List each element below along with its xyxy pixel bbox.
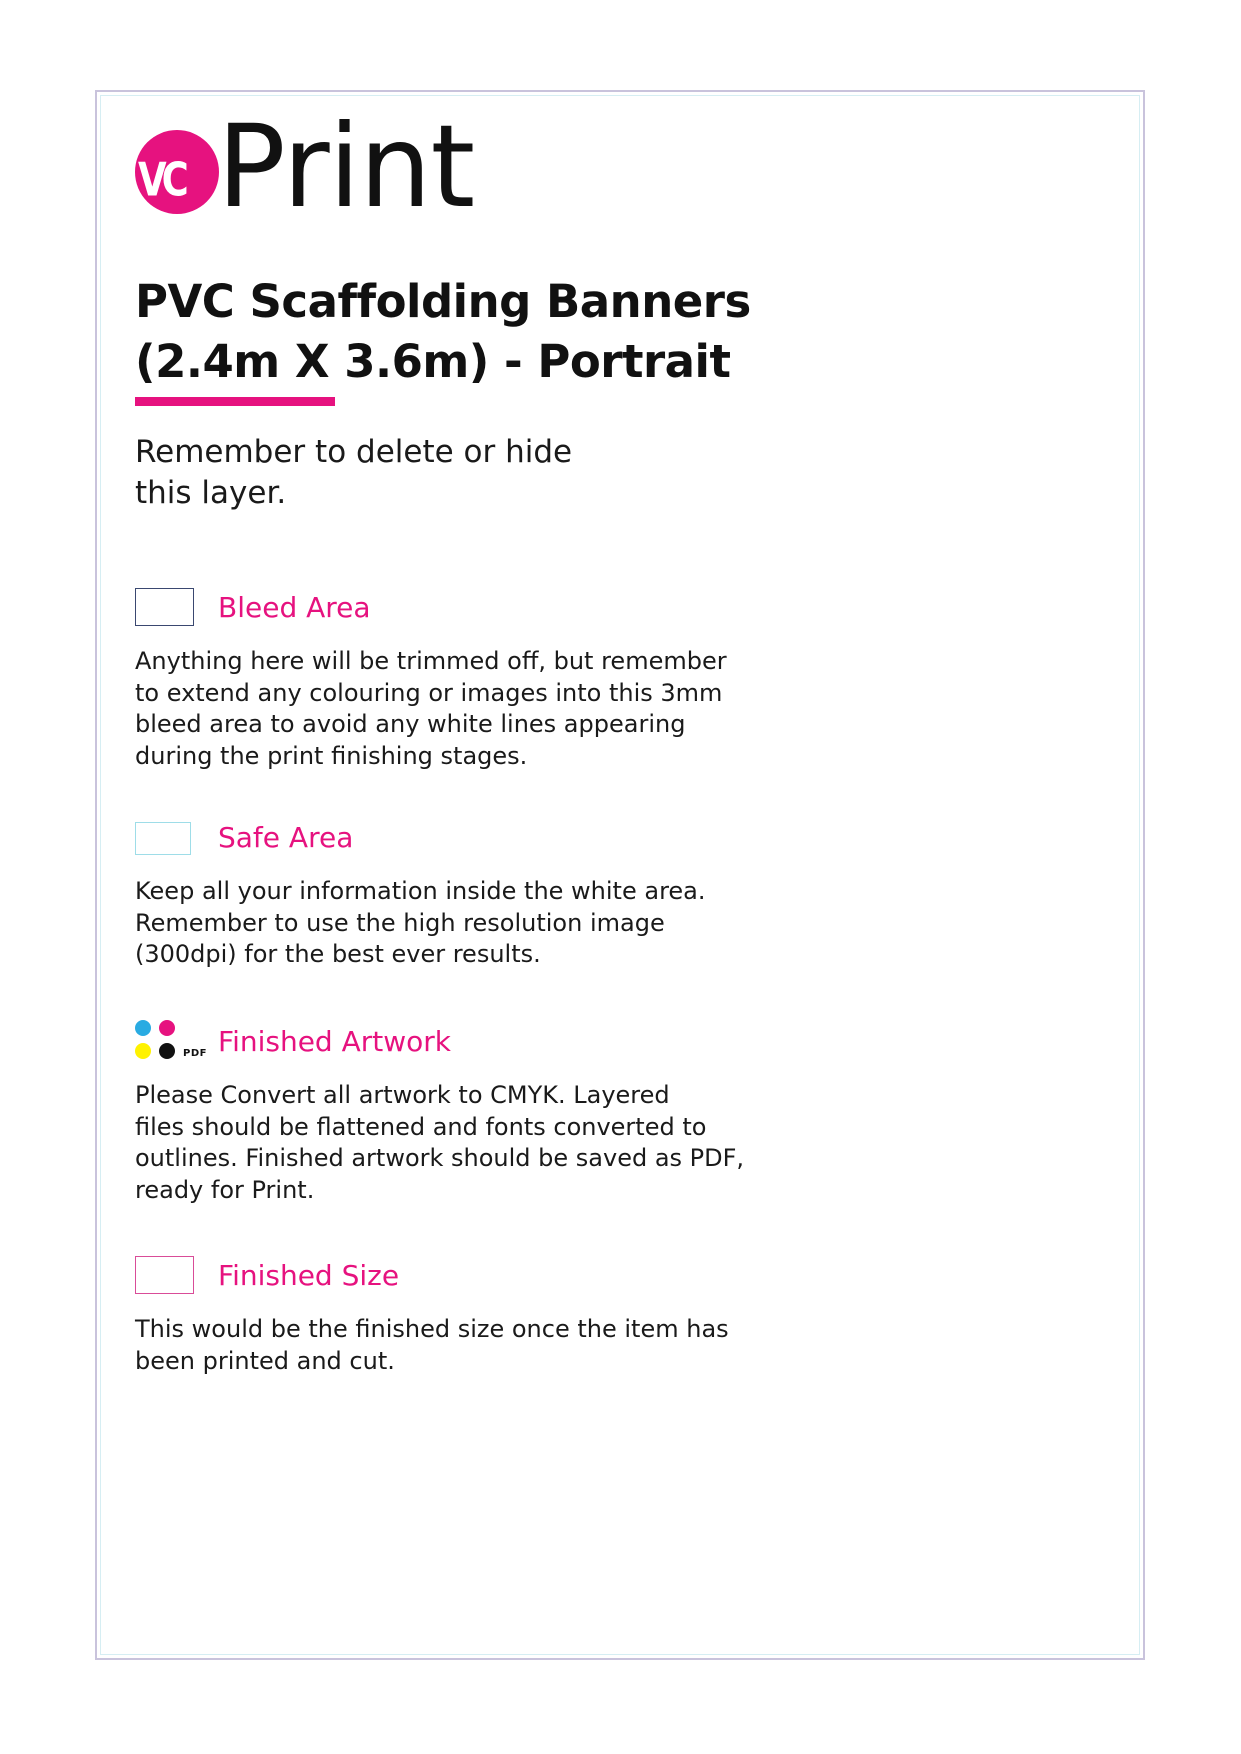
safe-area-line: Remember to use the high resolution image <box>135 908 665 937</box>
cyan-dot-icon <box>135 1020 151 1036</box>
safe-area-swatch-icon <box>135 822 191 855</box>
reminder-line-2: this layer. <box>135 475 287 511</box>
finished-artwork-heading: Finished Artwork <box>218 1025 452 1058</box>
safe-area-line: (300dpi) for the best ever results. <box>135 940 541 968</box>
safe-area-description <box>135 876 815 971</box>
finished-size-heading: Finished Size <box>218 1259 400 1292</box>
page-title-line-1: PVC Scaffolding Banners <box>135 275 751 328</box>
cmyk-pdf-icon <box>135 1020 207 1060</box>
finished-artwork-line: outlines. Finished artwork should be saved as PDF, <box>135 1144 745 1172</box>
bleed-area-swatch-icon <box>135 588 194 626</box>
safe-area-heading: Safe Area <box>218 821 354 854</box>
bleed-area-line: during the print finishing stages. <box>135 741 528 770</box>
layer-reminder <box>135 432 835 514</box>
finished-artwork-description <box>135 1080 815 1206</box>
logo-wordmark: Print <box>217 100 475 233</box>
page-title <box>135 272 1035 392</box>
yellow-dot-icon <box>135 1043 151 1059</box>
vcprint-logo <box>135 100 495 233</box>
safe-area-line: Keep all your information inside the white area. <box>135 877 706 905</box>
bleed-area-description <box>135 646 815 772</box>
finished-artwork-line: ready for Print. <box>135 1175 315 1204</box>
logo-badge-text: VC <box>138 153 184 207</box>
finished-size-description <box>135 1314 815 1377</box>
finished-artwork-line: Please Convert all artwork to CMYK. Layered <box>135 1081 670 1109</box>
pdf-label: PDF <box>183 1048 207 1059</box>
black-dot-icon <box>159 1043 175 1059</box>
reminder-line-1: Remember to delete or hide <box>135 434 573 470</box>
bleed-area-line: Anything here will be trimmed off, but remember <box>135 647 727 675</box>
magenta-dot-icon <box>159 1020 175 1036</box>
bleed-area-heading: Bleed Area <box>218 591 371 624</box>
page-title-line-2: (2.4m X 3.6m) - Portrait <box>135 335 731 388</box>
finished-size-swatch-icon <box>135 1256 194 1294</box>
bleed-area-line: to extend any colouring or images into this 3mm <box>135 678 723 707</box>
finished-size-line: been printed and cut. <box>135 1346 395 1375</box>
bleed-area-line: bleed area to avoid any white lines appearing <box>135 710 686 738</box>
title-underline <box>135 397 335 406</box>
finished-artwork-line: files should be flattened and fonts converted to <box>135 1112 707 1141</box>
finished-size-line: This would be the finished size once the item has <box>135 1315 729 1343</box>
